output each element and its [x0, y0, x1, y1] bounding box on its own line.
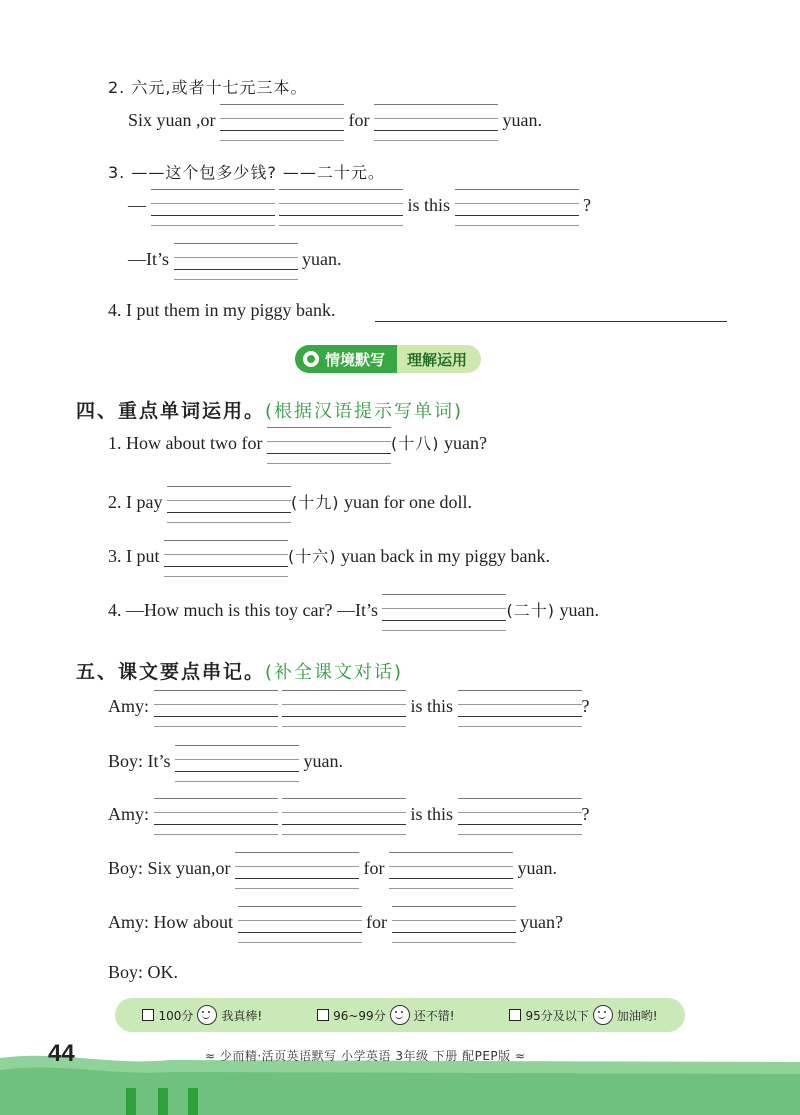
s4-item-3-cn: (十六)	[288, 547, 337, 566]
answer-blank[interactable]	[458, 798, 582, 834]
dialogue-text: is this	[410, 696, 454, 716]
answer-blank[interactable]	[389, 852, 513, 888]
dialogue-line-1	[108, 690, 590, 726]
answer-blank[interactable]	[167, 486, 291, 522]
banner-right-label: 理解运用	[397, 345, 481, 373]
s4-item-1	[108, 427, 487, 463]
answer-blank[interactable]	[282, 798, 406, 834]
dialogue-text: for	[366, 912, 387, 932]
s4-item-3	[108, 540, 550, 576]
answer-blank[interactable]	[238, 906, 362, 942]
dialogue-line-5	[108, 906, 563, 942]
s4-item-2	[108, 486, 472, 522]
q3-chinese: 3. ——这个包多少钱? ——二十元。	[108, 163, 385, 182]
dialogue-line-4	[108, 852, 557, 888]
s4-item-2-post: yuan for one doll.	[343, 492, 472, 512]
banner-left-label: 情境默写	[325, 350, 386, 369]
section4-hint: (根据汉语提示写单词)	[265, 401, 464, 422]
s4-item-2-cn: (十九)	[290, 493, 340, 512]
answer-blank[interactable]	[267, 427, 391, 463]
score-item	[509, 1005, 657, 1025]
answer-blank[interactable]	[220, 104, 344, 140]
s4-item-1-post: yuan?	[443, 433, 487, 453]
score-comment: 加油哟!	[616, 1008, 658, 1023]
q3-yuan: yuan.	[302, 249, 342, 269]
answer-blank[interactable]	[382, 594, 506, 630]
section5-hint: (补全课文对话)	[265, 662, 404, 683]
answer-blank[interactable]	[235, 852, 359, 888]
score-comment: 我真棒!	[221, 1008, 263, 1023]
q4-answer-line[interactable]	[375, 321, 727, 322]
q3-its: —It’s	[128, 249, 170, 269]
score-label: 96~99分	[333, 1008, 386, 1023]
banner-left	[295, 345, 397, 373]
dialogue-text: for	[363, 858, 385, 878]
score-label: 95分及以下	[525, 1008, 589, 1023]
dialogue-end: yuan.	[303, 751, 344, 771]
footer-bar	[158, 1088, 168, 1115]
footer-bar	[188, 1088, 198, 1115]
smiley-face-icon	[197, 1005, 217, 1025]
dialogue-end: yuan?	[520, 912, 563, 932]
score-item	[317, 1005, 454, 1025]
answer-blank[interactable]	[154, 798, 278, 834]
q3-line-1	[128, 189, 591, 225]
s4-item-3-pre: 3. I put	[108, 546, 160, 566]
dialogue-line-6: Boy: OK.	[108, 962, 179, 982]
dash: —	[128, 195, 146, 215]
score-bar	[115, 998, 685, 1032]
q2-text-a: Six yuan ,or	[128, 110, 216, 130]
s4-item-4-pre: 4. —How much is this toy car? —It’s	[108, 600, 378, 620]
answer-blank[interactable]	[392, 906, 516, 942]
answer-blank[interactable]	[151, 189, 275, 225]
dialogue-end: yuan.	[517, 858, 558, 878]
answer-blank[interactable]	[174, 243, 298, 279]
footer-bar	[126, 1088, 136, 1115]
answer-blank[interactable]	[374, 104, 498, 140]
score-comment: 还不错!	[413, 1008, 455, 1023]
score-label: 100分	[158, 1008, 194, 1023]
section5-title: 五、课文要点串记。	[76, 661, 266, 683]
score-checkbox[interactable]	[317, 1009, 329, 1021]
s4-item-3-post: yuan back in my piggy bank.	[341, 546, 550, 566]
medal-icon	[303, 351, 319, 367]
q3-qmark: ?	[583, 195, 592, 215]
score-checkbox[interactable]	[509, 1009, 521, 1021]
q4-text: 4. I put them in my piggy bank.	[108, 300, 336, 320]
s4-item-4-cn: (二十)	[506, 601, 555, 620]
speaker: Amy: How about	[108, 912, 233, 932]
dialogue-end: ?	[581, 804, 590, 824]
dialogue-end: ?	[581, 696, 590, 716]
answer-blank[interactable]	[154, 690, 278, 726]
score-checkbox[interactable]	[142, 1009, 154, 1021]
s4-item-4-post: yuan.	[559, 600, 599, 620]
answer-blank[interactable]	[175, 745, 299, 781]
s4-item-1-pre: 1. How about two for	[108, 433, 263, 453]
q2-english-line	[128, 104, 542, 140]
answer-blank[interactable]	[279, 189, 403, 225]
q2-text-for: for	[348, 110, 370, 130]
dialogue-line-2	[108, 745, 343, 781]
section-banner	[295, 345, 481, 373]
answer-blank[interactable]	[164, 540, 288, 576]
s4-item-4	[108, 594, 599, 630]
speaker: Boy: It’s	[108, 751, 171, 771]
dialogue-line-3	[108, 798, 590, 834]
dialogue-text: is this	[410, 804, 454, 824]
q3-line-2	[128, 243, 342, 279]
s4-item-1-cn: (十八)	[390, 434, 440, 453]
q3-is-this: is this	[407, 195, 451, 215]
speaker: Amy:	[108, 804, 150, 824]
footer-text: ≈ 少而精·活页英语默写 小学英语 3年级 下册 配PEP版 ≈	[205, 1049, 526, 1063]
speaker: Boy: Six yuan,or	[108, 858, 231, 878]
s4-item-2-pre: 2. I pay	[108, 492, 163, 512]
section4-heading	[76, 396, 463, 423]
speaker: Amy:	[108, 696, 150, 716]
answer-blank[interactable]	[455, 189, 579, 225]
q2-chinese: 2. 六元,或者十七元三本。	[108, 78, 308, 97]
page-number: 44	[48, 1040, 75, 1067]
score-item	[142, 1005, 262, 1025]
section5-heading	[76, 657, 403, 684]
answer-blank[interactable]	[282, 690, 406, 726]
smiley-face-icon	[593, 1005, 613, 1025]
smiley-face-icon	[390, 1005, 410, 1025]
q2-text-end: yuan.	[502, 110, 542, 130]
answer-blank[interactable]	[458, 690, 582, 726]
section4-title: 四、重点单词运用。	[76, 400, 266, 422]
